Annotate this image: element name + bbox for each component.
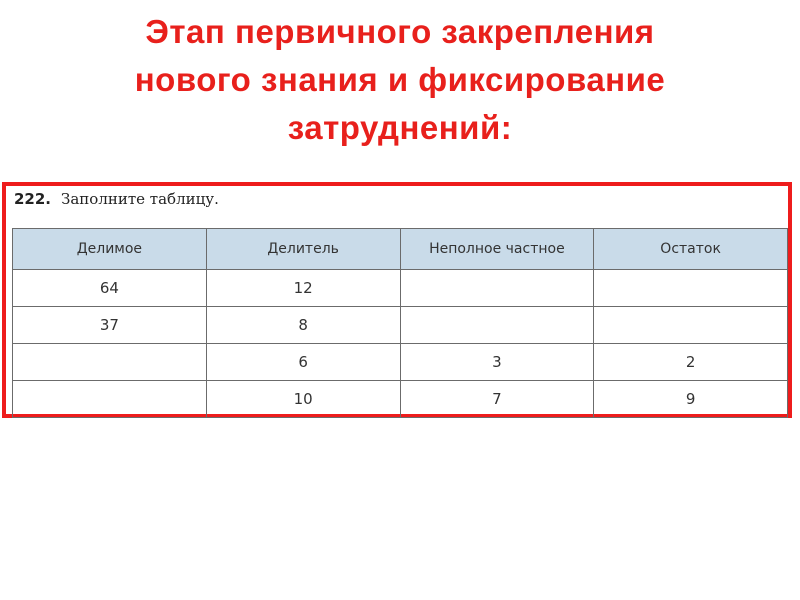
cell-partial-quotient: 7 [400, 381, 594, 418]
slide-title-line: Этап первичного закрепления [145, 13, 655, 50]
division-table [12, 228, 788, 418]
cell-remainder: 2 [594, 344, 788, 381]
cell-remainder: 9 [594, 381, 788, 418]
header-dividend: Делимое [13, 229, 207, 270]
header-partial-quotient: Неполное частное [400, 229, 594, 270]
table-header-row [13, 229, 788, 270]
exercise-caption [14, 190, 219, 208]
cell-dividend [13, 344, 207, 381]
exercise-instruction: Заполните таблицу. [61, 190, 219, 208]
table-row [13, 344, 788, 381]
header-divisor: Делитель [206, 229, 400, 270]
cell-dividend: 64 [13, 270, 207, 307]
table-row [13, 270, 788, 307]
exercise-number: 222. [14, 190, 52, 208]
cell-divisor: 6 [206, 344, 400, 381]
cell-partial-quotient [400, 307, 594, 344]
cell-divisor: 8 [206, 307, 400, 344]
cell-dividend [13, 381, 207, 418]
cell-partial-quotient: 3 [400, 344, 594, 381]
cell-dividend: 37 [13, 307, 207, 344]
slide-title-line: нового знания и фиксирование [134, 61, 666, 98]
header-remainder: Остаток [594, 229, 788, 270]
cell-partial-quotient [400, 270, 594, 307]
slide-title-line: затруднений: [287, 109, 513, 146]
slide-title [0, 8, 800, 152]
cell-remainder [594, 307, 788, 344]
cell-divisor: 12 [206, 270, 400, 307]
cell-divisor: 10 [206, 381, 400, 418]
exercise-frame [2, 182, 792, 418]
cell-remainder [594, 270, 788, 307]
table-row [13, 307, 788, 344]
table-row [13, 381, 788, 418]
